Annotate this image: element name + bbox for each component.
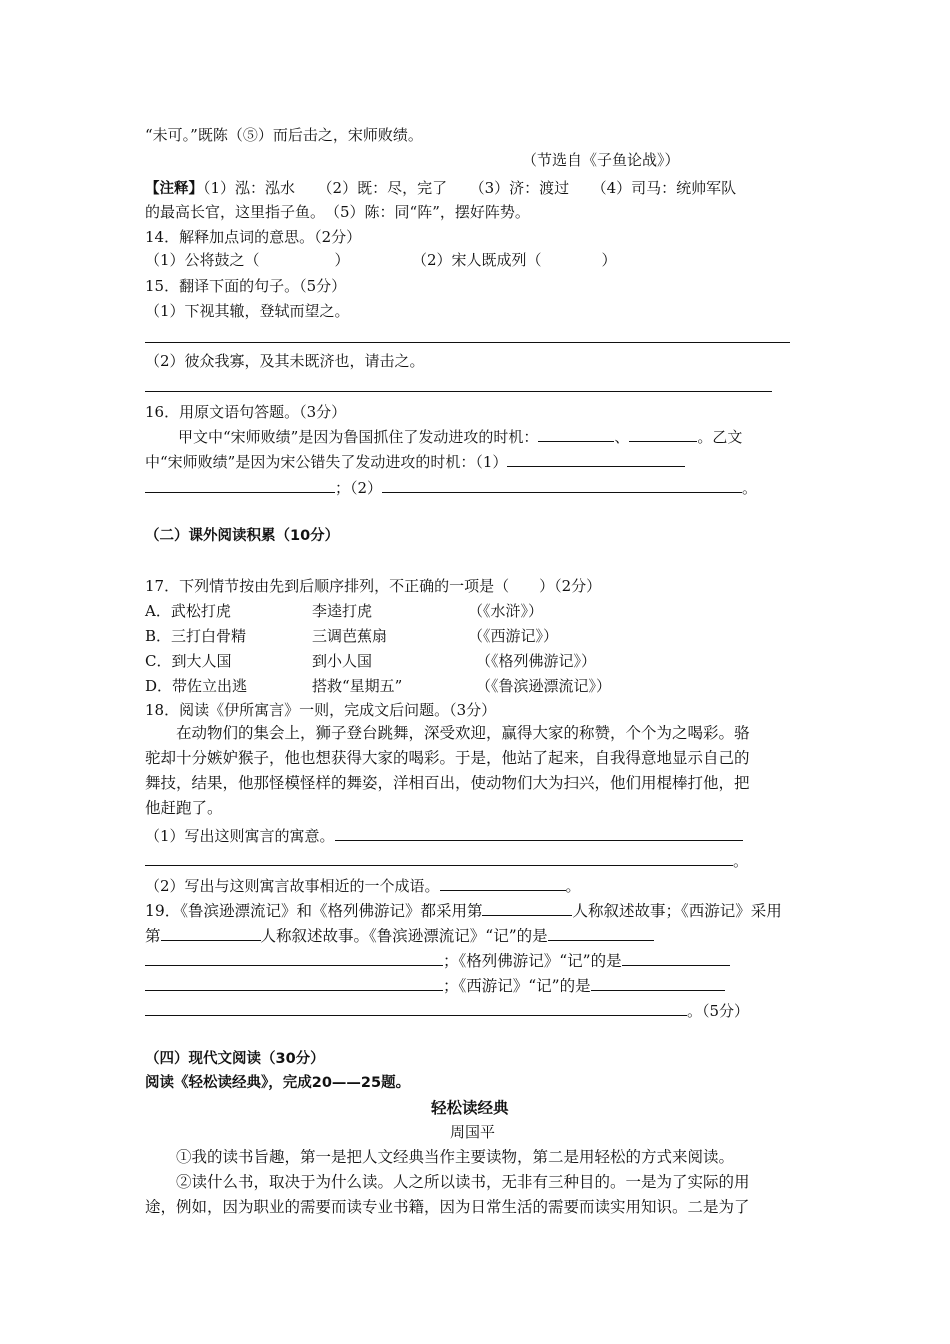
q19-blank-8[interactable] <box>145 1000 687 1016</box>
q19-line-1-text: 19．《鲁滨逊漂流记》和《格列佛游记》都采用第 <box>145 902 483 920</box>
q19-blank-7[interactable] <box>591 975 725 991</box>
q18-fable-line-3: 舞技，结果，他那怪模怪样的舞姿，洋相百出，使动物们大为扫兴，他们用棍棒打他，把 <box>145 774 750 792</box>
article-paragraph-2-line-2: 途，例如，因为职业的需要而读专业书籍，因为日常生活的需要而读实用知识。二是为了 <box>145 1198 750 1216</box>
q17-option-c-event2: 到小人国 <box>312 652 373 670</box>
article-paragraph-1: ①我的读书旨趣，第一是把人文经典当作主要读物，第二是用轻松的方式来阅读。 <box>176 1148 735 1166</box>
q16-blank-1[interactable] <box>538 426 614 442</box>
q18-stem: 18．阅读《伊所寓言》一则，完成文后问题。（3分） <box>145 701 497 719</box>
q18-sub2 <box>145 875 581 896</box>
q18-sub2-text: （2）写出与这则寓言故事相近的一个成语。 <box>145 877 440 895</box>
article-paragraph-2-line-1: ②读什么书，取决于为什么读。人之所以读书，无非有三种目的。一是为了实际的用 <box>176 1173 750 1191</box>
q17-option-a-book: （《水浒》） <box>468 602 544 620</box>
q18-sub2-blank[interactable] <box>440 875 566 891</box>
q16-line-1-text: 甲文中“宋师败绩”是因为鲁国抓住了发动进攻的时机： <box>178 428 539 446</box>
section4-instruction: 阅读《轻松读经典》，完成20——25题。 <box>145 1075 411 1091</box>
notes-line-1-text: （1）泓：泓水 （2）既：尽，完了 （3）济：渡过 （4）司马：统帅军队 <box>203 179 737 197</box>
q18-sub1-cont <box>145 850 748 871</box>
q16-separator: 、 <box>614 428 630 446</box>
q19-line-1 <box>145 900 782 921</box>
q16-line-1 <box>178 426 742 447</box>
q17-option-b-book: （《西游记》） <box>468 627 559 645</box>
section2-title: （二）课外阅读积累（10分） <box>145 528 340 544</box>
notes-line-1 <box>145 178 736 199</box>
q14-sub2: （2）宋人既成列（ ） <box>412 251 617 269</box>
q19-blank-6[interactable] <box>145 975 443 991</box>
q19-line-4-text: ；《西游记》“记”的是 <box>443 977 591 995</box>
q16-line-3-end: 。 <box>742 479 758 497</box>
q17-option-b: B．三打白骨精 <box>145 627 247 645</box>
q18-sub1-blank[interactable] <box>335 825 743 841</box>
q15-sub1: （1）下视其辙，登轼而望之。 <box>145 302 350 320</box>
q16-line-1-end: 。乙文 <box>697 428 743 446</box>
q16-line-3 <box>145 477 757 498</box>
q18-fable-line-1: 在动物们的集会上，狮子登台跳舞，深受欢迎，赢得大家的称赞，个个为之喝彩。骆 <box>176 724 750 742</box>
q14-sub1: （1）公将鼓之（ ） <box>145 251 350 269</box>
q18-sub1 <box>145 825 743 846</box>
q18-sub2-end: 。 <box>565 877 581 895</box>
q19-line-2 <box>145 925 654 946</box>
q17-option-d-book: （《鲁滨逊漂流记》） <box>476 677 612 695</box>
q15-answer-line-1[interactable] <box>145 342 790 343</box>
q19-blank-4[interactable] <box>145 950 443 966</box>
q15-answer-line-2[interactable] <box>145 391 772 392</box>
q16-blank-3[interactable] <box>507 451 685 467</box>
q17-option-c: C．到大人国 <box>145 652 232 670</box>
q16-stem: 16．用原文语句答题。（3分） <box>145 403 347 421</box>
section4-title: （四）现代文阅读（30分） <box>145 1051 325 1067</box>
article-author: 周国平 <box>450 1123 496 1141</box>
notes-label: 【注释】 <box>145 181 203 197</box>
q18-fable-line-2: 驼却十分嫉妒猴子，他也想获得大家的喝彩。于是，他站了起来，自我得意地显示自己的 <box>145 749 750 767</box>
q15-stem: 15．翻译下面的句子。（5分） <box>145 277 347 295</box>
q19-line-1-end: 人称叙述故事；《西游记》采用 <box>572 902 782 920</box>
q19-line-3 <box>145 950 730 971</box>
q18-sub1-end: 。 <box>733 852 749 870</box>
q16-blank-2[interactable] <box>629 426 697 442</box>
q16-blank-5[interactable] <box>382 477 742 493</box>
q19-line-4 <box>145 975 725 996</box>
q15-sub2: （2）彼众我寡，及其未既济也，请击之。 <box>145 352 425 370</box>
q19-line-5-end: 。（5分） <box>687 1002 750 1020</box>
q17-option-d-event2: 搭救“星期五” <box>312 677 403 695</box>
q19-blank-5[interactable] <box>622 950 730 966</box>
q16-line-2-text: 中“宋师败绩”是因为宋公错失了发动进攻的时机：（1） <box>145 453 508 471</box>
passage-source: （节选自《子鱼论战》） <box>522 151 680 169</box>
notes-line-2: 的最高长官，这里指子鱼。 （5）陈：同“阵”，摆好阵势。 <box>145 203 530 221</box>
q18-sub1-blank-2[interactable] <box>145 850 733 866</box>
passage-last-line: “未可。”既陈（⑤）而后击之，宋师败绩。 <box>145 126 423 144</box>
q18-sub1-text: （1）写出这则寓言的寓意。 <box>145 827 335 845</box>
q19-blank-2[interactable] <box>161 925 261 941</box>
q16-line-2 <box>145 451 685 472</box>
q19-line-3-text: ；《格列佛游记》“记”的是 <box>443 952 622 970</box>
q17-option-c-book: （《格列佛游记》） <box>476 652 597 670</box>
q17-option-a: A．武松打虎 <box>145 602 231 620</box>
q17-stem: 17．下列情节按由先到后顺序排列，不正确的一项是（ ）（2分） <box>145 577 602 595</box>
q19-line-2-start: 第 <box>145 927 161 945</box>
q18-fable-line-4: 他赶跑了。 <box>145 799 223 817</box>
q19-line-5 <box>145 1000 749 1021</box>
q19-blank-3[interactable] <box>548 925 654 941</box>
q16-line-3-text: ；（2） <box>335 479 383 497</box>
q19-line-2-text: 人称叙述故事。《鲁滨逊漂流记》“记”的是 <box>260 927 548 945</box>
q14-stem: 14．解释加点词的意思。（2分） <box>145 228 362 246</box>
q19-blank-1[interactable] <box>482 900 572 916</box>
q17-option-b-event2: 三调芭蕉扇 <box>312 627 388 645</box>
q17-option-d: D．带佐立出逃 <box>145 677 248 695</box>
article-title: 轻松读经典 <box>431 1099 509 1117</box>
q16-blank-4[interactable] <box>145 477 335 493</box>
q17-option-a-event2: 李逵打虎 <box>312 602 373 620</box>
